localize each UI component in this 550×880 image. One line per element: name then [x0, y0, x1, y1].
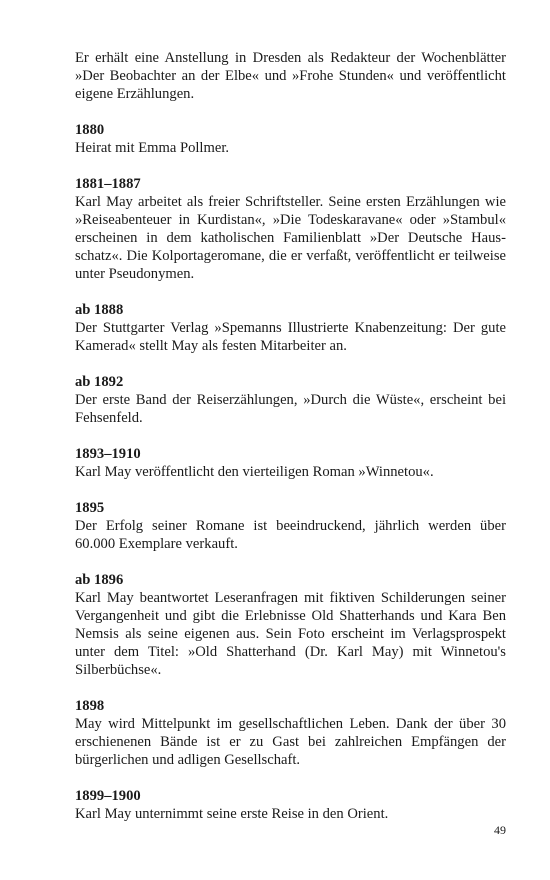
entry-text: Karl May beantwortet Leseranfragen mit fiktiven Schilderungen seiner Vergangenheit und gibt die Erlebnisse Old Shatterhands und Kara Ben Nemsis als seine eigenen aus. Sein Foto erscheint im Verlagsprospekt unter dem Titel: »Old Shatterhand (Dr. Karl May) mit Winnetou's Silberbüchse«.: [75, 590, 506, 678]
entry-text: May wird Mittelpunkt im gesellschaftlichen Leben. Dank der über 30 erschienenen Bände ist er zu Gast bei zahlreichen Empfängen der bürgerlichen und adligen Gesellschaft.: [75, 716, 506, 768]
entry-year: ab 1896: [75, 572, 124, 588]
timeline-entry-ab-1896: [75, 571, 506, 679]
entry-text: Der Erfolg seiner Romane ist beeindruckend, jährlich werden über 60.000 Exemplare verkauft.: [75, 518, 506, 552]
entry-text: Der Stuttgarter Verlag »Spemanns Illustrierte Knabenzeitung: Der gute Kamerad« stellt May als festen Mitarbeiter an.: [75, 320, 506, 354]
entry-year: 1893–1910: [75, 446, 141, 462]
intro-paragraph: Er erhält eine Anstellung in Dresden als Redakteur der Wochenblätter »Der Beobachter an der Elbe« und »Frohe Stunden« und veröffentlicht eigene Erzählungen.: [75, 50, 506, 102]
entry-year: 1881–1887: [75, 176, 141, 192]
timeline-entry-1898: [75, 697, 506, 769]
entry-text: Karl May arbeitet als freier Schriftsteller. Seine ersten Erzählungen wie »Reiseabenteuer in Kurdistan«, »Die Todeskaravane« oder »Stambul« erscheinen in dem katholischen Familienblatt »Der Deutsche Hausschatz«. Die Kolportageromane, die er verfaßt, veröffentlicht er teilweise unter Pseudonymen.: [75, 194, 506, 282]
timeline-entry-ab-1888: [75, 301, 506, 355]
timeline-entry-1899-1900: [75, 787, 506, 823]
timeline-entry-1895: [75, 499, 506, 553]
entry-text: Heirat mit Emma Pollmer.: [75, 140, 230, 156]
entry-year: 1895: [75, 500, 105, 516]
entry-year: 1880: [75, 122, 105, 138]
page-number: 49: [494, 823, 506, 837]
entry-year: ab 1892: [75, 374, 124, 390]
timeline-entry-1893-1910: [75, 445, 506, 481]
entry-text: Der erste Band der Reiserzählungen, »Durch die Wüste«, erscheint bei Fehsenfeld.: [75, 392, 506, 426]
entry-text: Karl May unternimmt seine erste Reise in den Orient.: [75, 806, 389, 822]
entry-text: Karl May veröffentlicht den vierteiligen Roman »Winnetou«.: [75, 464, 434, 480]
entry-year: ab 1888: [75, 302, 124, 318]
entry-year: 1899–1900: [75, 788, 141, 804]
timeline-entry-1881-1887: [75, 175, 506, 283]
timeline-entry-1880: [75, 121, 506, 157]
document-page: [75, 49, 506, 823]
entry-year: 1898: [75, 698, 105, 714]
timeline-entry-ab-1892: [75, 373, 506, 427]
